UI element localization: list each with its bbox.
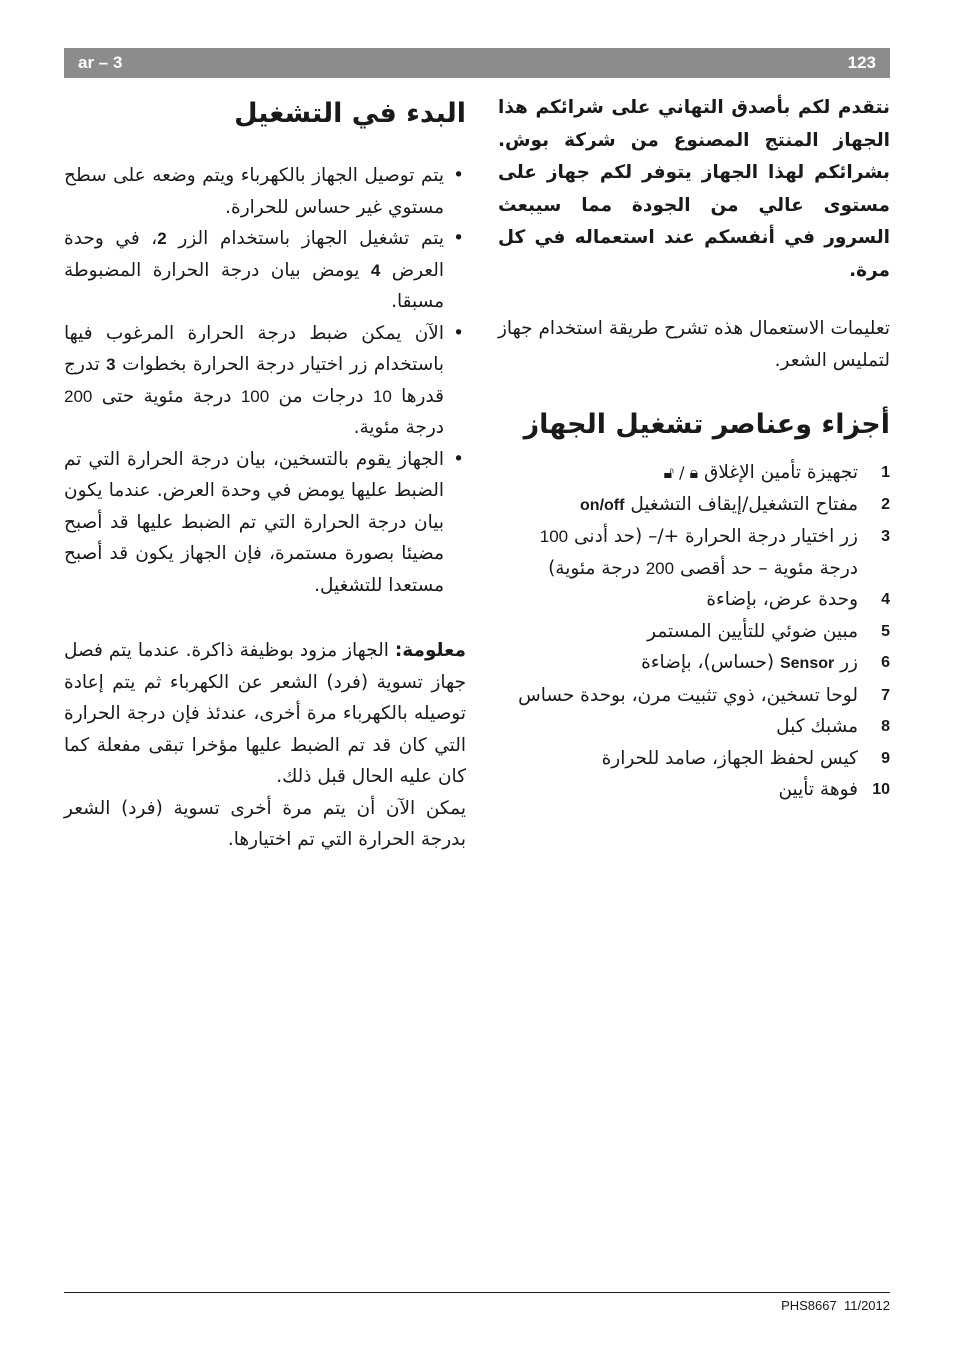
left-column [64, 92, 466, 856]
page-number: 123 [847, 53, 876, 72]
instructions-paragraph: تعليمات الاستعمال هذه تشرح طريقة استخدام جهاز لتمليس الشعر. [498, 318, 890, 371]
footer-divider [64, 1292, 890, 1293]
parts-heading: أجزاء وعناصر تشغيل الجهاز [523, 409, 890, 440]
right-column [498, 92, 890, 806]
list-item: 5 مبين ضوئي للتأيين المستمر [647, 620, 890, 642]
language-code: ar – 3 [78, 53, 123, 72]
note-text: الجهاز مزود بوظيفة ذاكرة. عندما يتم فصل جهاز تسوية (فرد) الشعر عن الكهرباء ثم يتم إعادة توصيله بالكهرباء مرة أخرى، عندئذ فإن درجة الحرارة التي كان قد تم الضبط عليها مؤخرا تبقى مفعلة كما كان عليه الحال قبل ذلك. [64, 640, 466, 787]
header-bar [64, 48, 890, 78]
list-item: • الجهاز يقوم بالتسخين، بيان درجة الحرارة التي تم الضبط عليها يومض في وحدة العرض. عندما يكون بيان درجة الحرارة التي تم الضبط عليها قد أصبح مضيئا بصورة مستمرة، فإن الجهاز يكون قد أصبح مستعدا للتشغيل. [64, 444, 466, 602]
list-item: 6 زر Sensor (حساس)، بإضاءة [641, 652, 890, 673]
list-item: 9 كيس لحفظ الجهاز، صامد للحرارة [601, 747, 890, 769]
list-item: 4 وحدة عرض، بإضاءة [706, 589, 890, 610]
note-label: معلومة: [394, 640, 466, 661]
list-item: • يتم توصيل الجهاز بالكهرباء ويتم وضعه على سطح مستوي غير حساس للحرارة. [64, 160, 466, 223]
footer [781, 1298, 890, 1313]
list-item: • الآن يمكن ضبط درجة الحرارة المرغوب فيها باستخدام زر اختيار درجة الحرارة بخطوات 3 تدرج قدرها 10 درجات من 100 درجة مئوية حتى 200 درجة مئوية. [64, 318, 466, 444]
lock-icon: 🔒︎ / 🔓︎ [663, 463, 699, 482]
list-item: 2 مفتاح التشغيل/إيقاف التشغيل on/off [580, 493, 890, 515]
list-item: 7 لوحا تسخين، ذوي تثبيت مرن، بوحدة حساس [518, 684, 890, 706]
list-item: 3 زر اختيار درجة الحرارة +/– (حد أدنى 100 درجة مئوية – حد أقصى 200 درجة مئوية) [539, 526, 890, 579]
intro-paragraph: نتقدم لكم بأصدق التهاني على شرائكم هذا الجهاز المنتج المصنوع من شركة بوش. بشرائكم لهذا الجهاز يتوفر لكم جهاز على مستوى عالي من الجودة مما سيبعث السرور في أنفسكم عند استعماله في كل مرة. [498, 97, 890, 281]
list-item: • يتم تشغيل الجهاز باستخدام الزر 2، في وحدة العرض 4 يومض بيان درجة الحرارة المضبوطة مسبقا. [64, 223, 466, 318]
footer-date: 11/2012 [843, 1298, 890, 1313]
model-number: PHS8667 [781, 1298, 837, 1313]
list-item: 1 تجهيزة تأمين الإغلاق 🔒︎ / 🔓︎ [663, 462, 890, 483]
list-item: 8 مشبك كبل [776, 716, 890, 737]
start-heading: البدء في التشغيل [234, 98, 466, 129]
note-paragraph [64, 635, 466, 793]
start-steps-list [64, 160, 466, 601]
parts-list [498, 457, 890, 806]
note-paragraph-2: يمكن الآن أن يتم مرة أخرى تسوية (فرد) الشعر بدرجة الحرارة التي تم اختيارها. [64, 797, 466, 850]
list-item: 10 فوهة تأيين [778, 779, 890, 800]
